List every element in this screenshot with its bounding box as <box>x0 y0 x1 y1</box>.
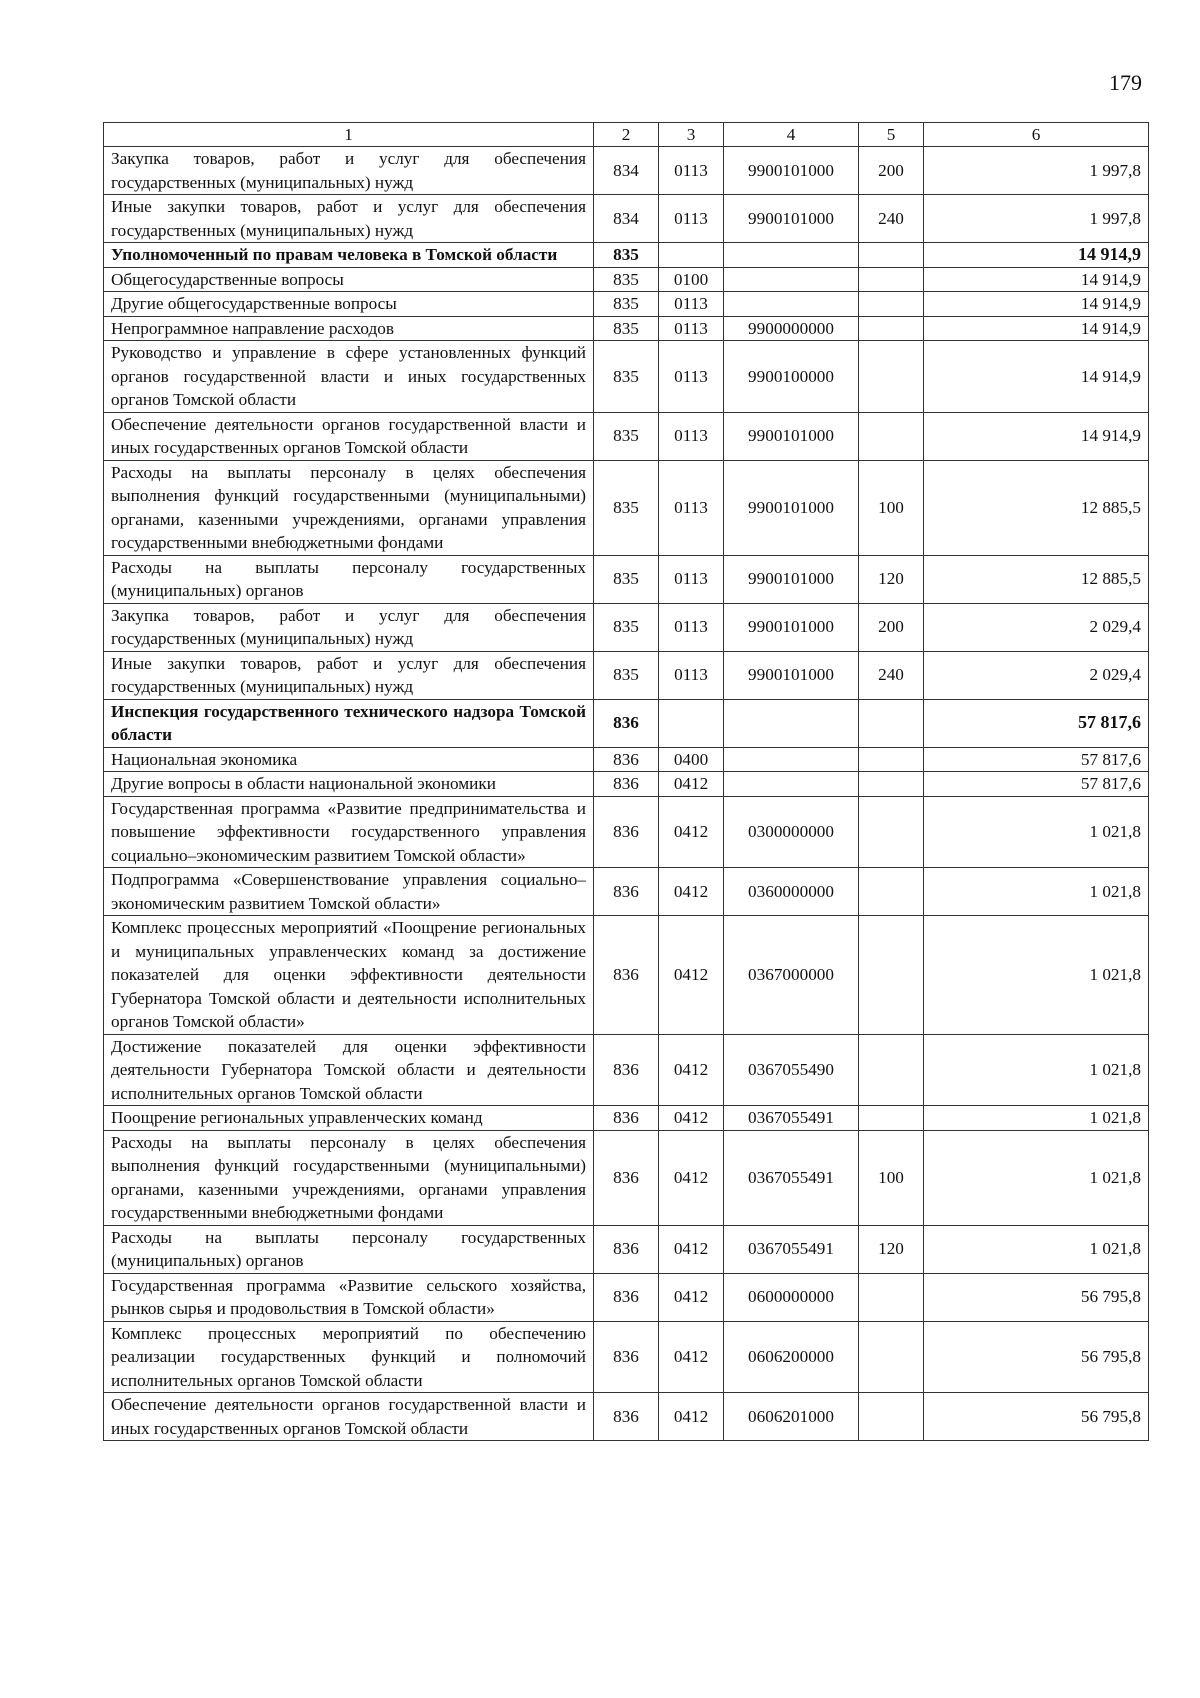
expense-type-cell <box>859 916 924 1035</box>
table-row <box>104 1034 1149 1106</box>
row-name-cell: Государственная программа «Развитие предпринимательства и повышение эффективности государственного управления социально–экономическим развитием Томской области» <box>104 796 594 868</box>
target-article-cell: 0367055491 <box>724 1130 859 1225</box>
expense-type-cell <box>859 796 924 868</box>
row-name-cell: Иные закупки товаров, работ и услуг для обеспечения государственных (муниципальных) нужд <box>104 651 594 699</box>
row-name-cell: Иные закупки товаров, работ и услуг для обеспечения государственных (муниципальных) нужд <box>104 195 594 243</box>
expense-type-cell <box>859 1393 924 1441</box>
ministry-code-cell: 835 <box>594 243 659 268</box>
target-article-cell: 0600000000 <box>724 1273 859 1321</box>
ministry-code-cell: 836 <box>594 772 659 797</box>
section-code-cell: 0113 <box>659 341 724 413</box>
section-code-cell: 0100 <box>659 267 724 292</box>
target-article-cell: 9900101000 <box>724 460 859 555</box>
amount-cell: 14 914,9 <box>924 243 1149 268</box>
row-name-cell: Комплекс процессных мероприятий по обеспечению реализации государственных функций и полномочий исполнительных органов Томской области <box>104 1321 594 1393</box>
ministry-code-cell: 835 <box>594 412 659 460</box>
target-article-cell: 0606201000 <box>724 1393 859 1441</box>
ministry-code-cell: 835 <box>594 555 659 603</box>
section-code-cell: 0412 <box>659 796 724 868</box>
row-name-cell: Расходы на выплаты персоналу государственных (муниципальных) органов <box>104 555 594 603</box>
section-code-cell: 0113 <box>659 460 724 555</box>
ministry-code-cell: 836 <box>594 1034 659 1106</box>
expense-type-cell <box>859 412 924 460</box>
column-header-5: 5 <box>859 123 924 147</box>
ministry-code-cell: 836 <box>594 1106 659 1131</box>
row-name-cell: Другие общегосударственные вопросы <box>104 292 594 317</box>
amount-cell: 12 885,5 <box>924 460 1149 555</box>
row-name-cell: Закупка товаров, работ и услуг для обеспечения государственных (муниципальных) нужд <box>104 147 594 195</box>
table-row <box>104 916 1149 1035</box>
ministry-code-cell: 836 <box>594 1130 659 1225</box>
column-header-1: 1 <box>104 123 594 147</box>
row-name-cell: Закупка товаров, работ и услуг для обеспечения государственных (муниципальных) нужд <box>104 603 594 651</box>
table-row <box>104 1321 1149 1393</box>
ministry-code-cell: 835 <box>594 316 659 341</box>
ministry-code-cell: 836 <box>594 699 659 747</box>
expense-type-cell <box>859 747 924 772</box>
section-code-cell: 0113 <box>659 651 724 699</box>
amount-cell: 56 795,8 <box>924 1273 1149 1321</box>
row-name-cell: Достижение показателей для оценки эффективности деятельности Губернатора Томской области и деятельности исполнительных органов Томской области <box>104 1034 594 1106</box>
table-row <box>104 772 1149 797</box>
target-article-cell: 0367000000 <box>724 916 859 1035</box>
amount-cell: 14 914,9 <box>924 292 1149 317</box>
target-article-cell <box>724 267 859 292</box>
table-row <box>104 267 1149 292</box>
section-code-cell <box>659 243 724 268</box>
table-row <box>104 868 1149 916</box>
target-article-cell: 9900100000 <box>724 341 859 413</box>
expense-type-cell: 240 <box>859 651 924 699</box>
table-row <box>104 412 1149 460</box>
section-code-cell: 0113 <box>659 195 724 243</box>
expense-type-cell: 120 <box>859 555 924 603</box>
ministry-code-cell: 836 <box>594 1321 659 1393</box>
target-article-cell: 9900101000 <box>724 603 859 651</box>
section-code-cell: 0113 <box>659 292 724 317</box>
table-row <box>104 292 1149 317</box>
row-name-cell: Общегосударственные вопросы <box>104 267 594 292</box>
row-name-cell: Руководство и управление в сфере установленных функций органов государственной власти и иных государственных органов Томской области <box>104 341 594 413</box>
table-row <box>104 1225 1149 1273</box>
ministry-code-cell: 835 <box>594 292 659 317</box>
section-code-cell: 0412 <box>659 916 724 1035</box>
row-name-cell: Поощрение региональных управленческих команд <box>104 1106 594 1131</box>
section-code-cell: 0113 <box>659 603 724 651</box>
row-name-cell: Обеспечение деятельности органов государственной власти и иных государственных органов Томской области <box>104 412 594 460</box>
ministry-code-cell: 835 <box>594 651 659 699</box>
target-article-cell: 9900101000 <box>724 195 859 243</box>
table-row <box>104 1273 1149 1321</box>
section-code-cell: 0412 <box>659 1393 724 1441</box>
target-article-cell: 0360000000 <box>724 868 859 916</box>
row-name-cell: Обеспечение деятельности органов государственной власти и иных государственных органов Томской области <box>104 1393 594 1441</box>
ministry-code-cell: 834 <box>594 147 659 195</box>
ministry-code-cell: 836 <box>594 868 659 916</box>
expense-type-cell <box>859 292 924 317</box>
amount-cell: 1 021,8 <box>924 1225 1149 1273</box>
column-header-3: 3 <box>659 123 724 147</box>
target-article-cell: 9900101000 <box>724 651 859 699</box>
amount-cell: 1 021,8 <box>924 1130 1149 1225</box>
row-name-cell: Расходы на выплаты персоналу в целях обеспечения выполнения функций государственными (муниципальными) органами, казенными учреждениями, органами управления государственными внебюджетными фондами <box>104 460 594 555</box>
section-code-cell: 0412 <box>659 1106 724 1131</box>
expense-type-cell <box>859 243 924 268</box>
section-code-cell: 0113 <box>659 316 724 341</box>
table-row-section-total <box>104 243 1149 268</box>
table-row <box>104 195 1149 243</box>
target-article-cell <box>724 772 859 797</box>
expense-type-cell <box>859 868 924 916</box>
page-number: 179 <box>1109 70 1142 95</box>
amount-cell: 57 817,6 <box>924 699 1149 747</box>
section-code-cell: 0113 <box>659 147 724 195</box>
table-row <box>104 1130 1149 1225</box>
ministry-code-cell: 836 <box>594 1225 659 1273</box>
expense-type-cell: 200 <box>859 147 924 195</box>
expense-type-cell: 200 <box>859 603 924 651</box>
target-article-cell: 9900101000 <box>724 412 859 460</box>
table-row <box>104 316 1149 341</box>
expense-type-cell <box>859 341 924 413</box>
row-name-cell: Расходы на выплаты персоналу государственных (муниципальных) органов <box>104 1225 594 1273</box>
expense-type-cell <box>859 1034 924 1106</box>
expense-type-cell: 100 <box>859 1130 924 1225</box>
ministry-code-cell: 836 <box>594 747 659 772</box>
amount-cell: 57 817,6 <box>924 747 1149 772</box>
amount-cell: 12 885,5 <box>924 555 1149 603</box>
row-name-cell: Подпрограмма «Совершенствование управления социально–экономическим развитием Томской области» <box>104 868 594 916</box>
expense-type-cell <box>859 1273 924 1321</box>
expense-type-cell <box>859 267 924 292</box>
ministry-code-cell: 836 <box>594 796 659 868</box>
target-article-cell: 0367055491 <box>724 1225 859 1273</box>
amount-cell: 14 914,9 <box>924 316 1149 341</box>
amount-cell: 1 021,8 <box>924 1106 1149 1131</box>
row-name-cell: Другие вопросы в области национальной экономики <box>104 772 594 797</box>
amount-cell: 56 795,8 <box>924 1393 1149 1441</box>
table-row <box>104 796 1149 868</box>
target-article-cell: 9900101000 <box>724 147 859 195</box>
section-code-cell: 0412 <box>659 1321 724 1393</box>
target-article-cell: 0300000000 <box>724 796 859 868</box>
amount-cell: 1 997,8 <box>924 195 1149 243</box>
table-row <box>104 460 1149 555</box>
section-code-cell: 0412 <box>659 868 724 916</box>
amount-cell: 57 817,6 <box>924 772 1149 797</box>
table-row <box>104 747 1149 772</box>
column-number-row <box>104 123 1149 147</box>
amount-cell: 14 914,9 <box>924 267 1149 292</box>
row-name-cell: Расходы на выплаты персоналу в целях обеспечения выполнения функций государственными (муниципальными) органами, казенными учреждениями, органами управления государственными внебюджетными фондами <box>104 1130 594 1225</box>
expense-type-cell <box>859 699 924 747</box>
target-article-cell: 0367055491 <box>724 1106 859 1131</box>
row-name-cell: Национальная экономика <box>104 747 594 772</box>
ministry-code-cell: 835 <box>594 267 659 292</box>
table-row <box>104 651 1149 699</box>
amount-cell: 1 021,8 <box>924 796 1149 868</box>
amount-cell: 2 029,4 <box>924 603 1149 651</box>
table-row <box>104 603 1149 651</box>
column-header-2: 2 <box>594 123 659 147</box>
expense-type-cell: 120 <box>859 1225 924 1273</box>
table-row <box>104 555 1149 603</box>
column-header-6: 6 <box>924 123 1149 147</box>
ministry-code-cell: 836 <box>594 1273 659 1321</box>
section-code-cell: 0412 <box>659 1225 724 1273</box>
target-article-cell: 9900000000 <box>724 316 859 341</box>
section-code-cell: 0412 <box>659 1034 724 1106</box>
amount-cell: 1 021,8 <box>924 868 1149 916</box>
section-code-cell: 0412 <box>659 772 724 797</box>
column-header-4: 4 <box>724 123 859 147</box>
amount-cell: 1 021,8 <box>924 1034 1149 1106</box>
section-code-cell: 0400 <box>659 747 724 772</box>
amount-cell: 56 795,8 <box>924 1321 1149 1393</box>
ministry-code-cell: 836 <box>594 1393 659 1441</box>
ministry-code-cell: 835 <box>594 603 659 651</box>
ministry-code-cell: 835 <box>594 460 659 555</box>
section-code-cell: 0113 <box>659 412 724 460</box>
row-name-cell: Непрограммное направление расходов <box>104 316 594 341</box>
ministry-code-cell: 835 <box>594 341 659 413</box>
target-article-cell <box>724 243 859 268</box>
amount-cell: 2 029,4 <box>924 651 1149 699</box>
expense-type-cell <box>859 1321 924 1393</box>
row-name-cell: Государственная программа «Развитие сельского хозяйства, рынков сырья и продовольствия в Томской области» <box>104 1273 594 1321</box>
row-name-cell: Комплекс процессных мероприятий «Поощрение региональных и муниципальных управленческих команд за достижение показателей для оценки эффективности деятельности Губернатора Томской области и деятельности исполнительных органов Томской области» <box>104 916 594 1035</box>
section-code-cell <box>659 699 724 747</box>
target-article-cell <box>724 699 859 747</box>
amount-cell: 1 997,8 <box>924 147 1149 195</box>
expense-type-cell <box>859 772 924 797</box>
expense-type-cell <box>859 316 924 341</box>
budget-table <box>103 122 1149 1441</box>
section-code-cell: 0412 <box>659 1273 724 1321</box>
expense-type-cell: 100 <box>859 460 924 555</box>
target-article-cell <box>724 292 859 317</box>
table-row <box>104 1393 1149 1441</box>
ministry-code-cell: 836 <box>594 916 659 1035</box>
ministry-code-cell: 834 <box>594 195 659 243</box>
table-row <box>104 1106 1149 1131</box>
amount-cell: 14 914,9 <box>924 412 1149 460</box>
expense-type-cell <box>859 1106 924 1131</box>
target-article-cell <box>724 747 859 772</box>
section-code-cell: 0113 <box>659 555 724 603</box>
table-row <box>104 341 1149 413</box>
amount-cell: 1 021,8 <box>924 916 1149 1035</box>
target-article-cell: 9900101000 <box>724 555 859 603</box>
table-row <box>104 147 1149 195</box>
row-name-cell: Инспекция государственного технического надзора Томской области <box>104 699 594 747</box>
amount-cell: 14 914,9 <box>924 341 1149 413</box>
section-code-cell: 0412 <box>659 1130 724 1225</box>
table-row-section-total <box>104 699 1149 747</box>
row-name-cell: Уполномоченный по правам человека в Томской области <box>104 243 594 268</box>
target-article-cell: 0606200000 <box>724 1321 859 1393</box>
target-article-cell: 0367055490 <box>724 1034 859 1106</box>
expense-type-cell: 240 <box>859 195 924 243</box>
budget-table-body <box>104 123 1149 1441</box>
